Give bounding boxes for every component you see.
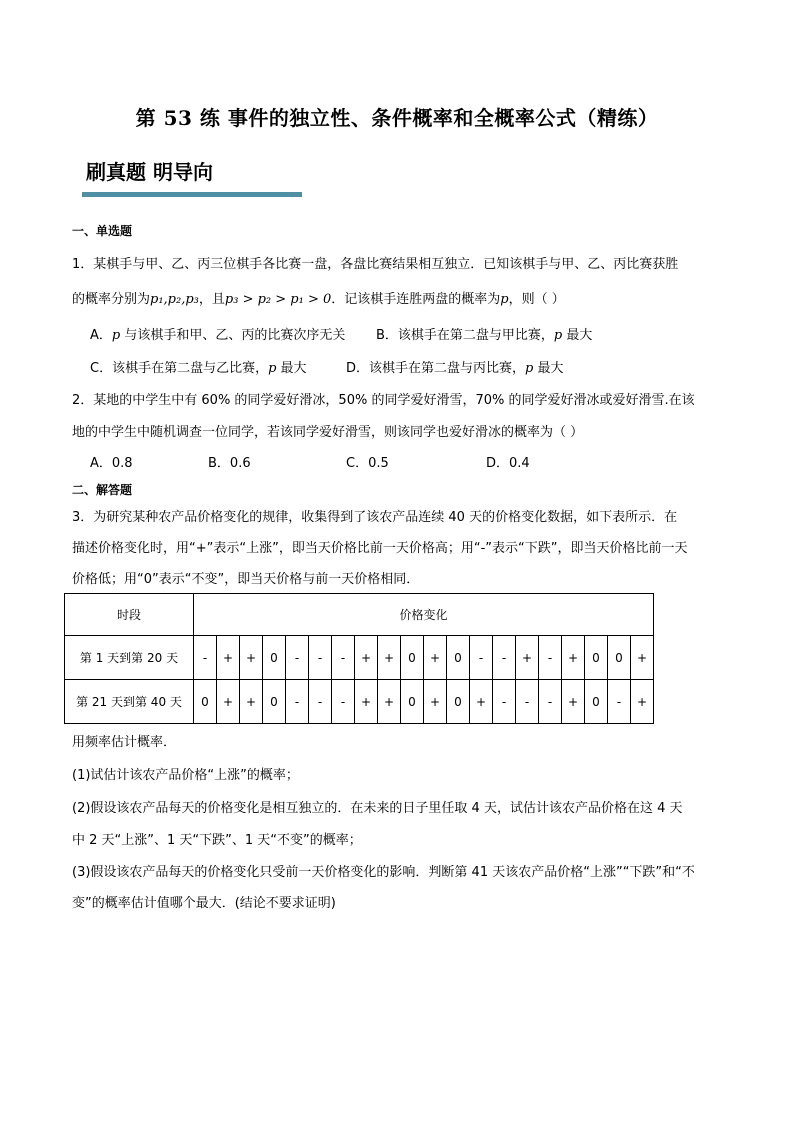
q3-stem-line2: 描述价格变化时，用“+”表示“上涨”，即当天价格比前一天价格高；用“-”表示“下跌”，即当天价格比前一天 — [72, 541, 688, 556]
q3-stem-line3: 价格低；用“0”表示“不变”，即当天价格与前一天价格相同． — [72, 572, 420, 587]
section-heading-answers: 二、解答题 — [72, 483, 133, 497]
table-cell: - — [608, 680, 631, 724]
q1-stem-line2 — [72, 288, 565, 307]
table-cell: - — [493, 636, 516, 680]
section-heading-single-choice: 一、单选题 — [72, 224, 133, 238]
q2-option-c: C．0.5 — [346, 456, 389, 471]
table-cell: + — [516, 636, 539, 680]
option-text: 最大 — [533, 361, 564, 376]
q1-text: ，且 — [198, 292, 225, 307]
q2-stem-line1: 2．某地的中学生中有 60% 的同学爱好滑冰，50% 的同学爱好滑雪，70% 的同学爱好滑冰或爱好滑雪.在该 — [72, 393, 695, 408]
q1-prob-vars: p₁,p₂,p₃ — [150, 292, 199, 307]
table-cell: - — [309, 680, 332, 724]
table-cell: - — [194, 636, 217, 680]
table-header-row — [65, 594, 654, 636]
q2-stem-line2: 地的中学生中随机调查一位同学，若该同学爱好滑雪，则该同学也爱好滑冰的概率为（ ） — [72, 425, 584, 440]
table-cell: 0 — [401, 680, 424, 724]
q1-text: ．记该棋手连胜两盘的概率为 — [331, 292, 501, 307]
q1-text: ，则（ ） — [508, 292, 565, 307]
section-banner: 刷真题 明导向 — [86, 160, 213, 184]
table-cell: 0 — [401, 636, 424, 680]
table-cell: 0 — [447, 636, 470, 680]
q1-var-p: p — [500, 292, 509, 307]
price-change-table — [64, 593, 654, 724]
banner-underline — [82, 192, 302, 197]
table-cell: - — [286, 636, 309, 680]
q2-option-d: D．0.4 — [486, 456, 530, 471]
table-cell: + — [355, 680, 378, 724]
table-cell: - — [309, 636, 332, 680]
table-cell: - — [332, 680, 355, 724]
table-cell: - — [493, 680, 516, 724]
table-cell: - — [286, 680, 309, 724]
table-cell: + — [424, 636, 447, 680]
q3-part2-line2: 中 2 天“上涨”、1 天“下跌”、1 天“不变”的概率； — [72, 833, 362, 848]
q1-option-b — [376, 324, 592, 343]
q3-part3-line2: 变”的概率估计值哪个最大．(结论不要求证明) — [72, 896, 336, 911]
table-cell: + — [562, 680, 585, 724]
q3-part2-line1: (2)假设该农产品每天的价格变化是相互独立的．在未来的日子里任取 4 天，试估计该农产品价格在这 4 天 — [72, 801, 683, 816]
table-cell: - — [539, 680, 562, 724]
table-cell: + — [217, 680, 240, 724]
table-cell: 0 — [263, 636, 286, 680]
q1-option-a — [90, 324, 345, 343]
page-title: 第 53 练 事件的独立性、条件概率和全概率公式（精练） — [135, 106, 659, 130]
table-row — [65, 636, 654, 680]
row-label-day21-40: 第 21 天到第 40 天 — [65, 680, 194, 724]
q1-option-c — [90, 357, 307, 376]
table-cell: + — [562, 636, 585, 680]
table-cell: - — [470, 636, 493, 680]
table-cell: - — [332, 636, 355, 680]
var-p: p — [268, 361, 277, 376]
table-cell: + — [631, 636, 654, 680]
option-text: C．该棋手在第二盘与乙比赛， — [90, 361, 269, 376]
var-p: p — [111, 328, 121, 343]
var-p: p — [525, 361, 534, 376]
table-cell: + — [240, 636, 263, 680]
table-cell: 0 — [194, 680, 217, 724]
q3-part3-line1: (3)假设该农产品每天的价格变化只受前一天价格变化的影响．判断第 41 天该农产品价格“上涨”“下跌”和“不 — [72, 865, 695, 880]
q3-stem-line1: 3．为研究某种农产品价格变化的规律，收集得到了该农产品连续 40 天的价格变化数据，如下表所示．在 — [72, 510, 678, 525]
table-cell: + — [355, 636, 378, 680]
table-cell: - — [539, 636, 562, 680]
q1-option-d — [346, 357, 563, 376]
q1-text: 的概率分别为 — [72, 292, 151, 307]
table-cell: + — [378, 636, 401, 680]
table-cell: + — [631, 680, 654, 724]
option-label: A． — [90, 328, 112, 343]
option-text: 最大 — [562, 328, 593, 343]
q1-stem-line1: 1．某棋手与甲、乙、丙三位棋手各比赛一盘，各盘比赛结果相互独立．已知该棋手与甲、乙、丙比赛获胜 — [72, 257, 679, 272]
q2-option-b: B．0.6 — [208, 456, 251, 471]
header-price-change: 价格变化 — [194, 594, 654, 636]
table-cell: 0 — [608, 636, 631, 680]
header-period: 时段 — [65, 594, 194, 636]
table-cell: 0 — [263, 680, 286, 724]
table-cell: + — [217, 636, 240, 680]
row-label-day1-20: 第 1 天到第 20 天 — [65, 636, 194, 680]
table-cell: + — [424, 680, 447, 724]
table-cell: 0 — [585, 636, 608, 680]
option-text: B．该棋手在第二盘与甲比赛， — [376, 328, 554, 343]
table-row — [65, 680, 654, 724]
option-text: 与该棋手和甲、乙、丙的比赛次序无关 — [120, 328, 346, 343]
table-cell: - — [516, 680, 539, 724]
table-cell: 0 — [447, 680, 470, 724]
table-cell: + — [470, 680, 493, 724]
option-text: 最大 — [276, 361, 307, 376]
q3-part1: (1)试估计该农产品价格“上涨”的概率； — [72, 768, 299, 783]
table-cell: + — [378, 680, 401, 724]
option-text: D．该棋手在第二盘与丙比赛， — [346, 361, 526, 376]
table-cell: 0 — [585, 680, 608, 724]
q1-inequality: p₃ > p₂ > p₁ > 0 — [224, 292, 332, 307]
var-p: p — [553, 328, 563, 343]
q3-after-table: 用频率估计概率． — [72, 735, 177, 750]
q2-option-a: A．0.8 — [90, 456, 133, 471]
table-cell: + — [240, 680, 263, 724]
